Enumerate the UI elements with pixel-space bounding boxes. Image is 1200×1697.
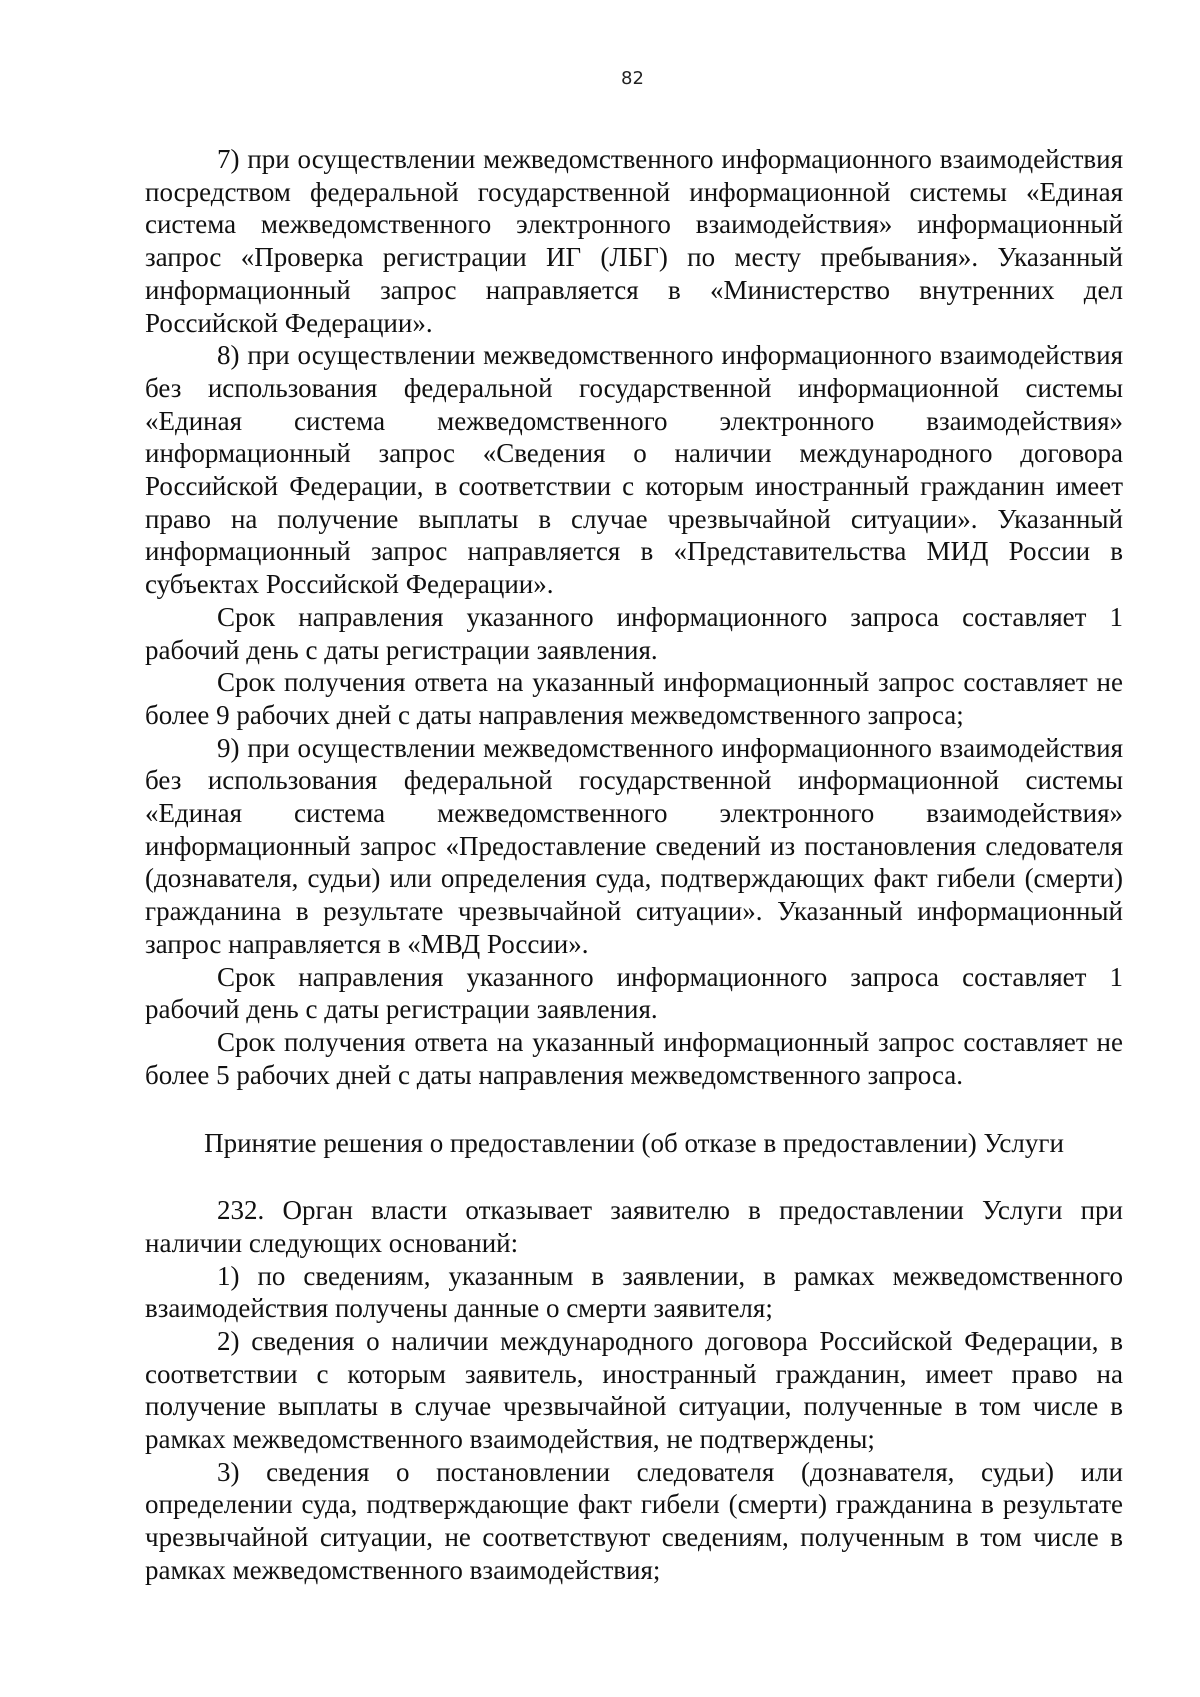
paragraph-ground-3: 3) сведения о постановлении следователя (дознавателя, судьи) или определении суда, подтверждающие факт гибели (смерти) гражданина в результате чрезвычайной ситуации, не соответствуют сведениям, полученным в том числе в рамках межведомственного взаимодействия; xyxy=(145,1456,1123,1585)
paragraph-deadline-response-5: Срок получения ответа на указанный информационный запрос составляет не более 5 рабочих дней с даты направления межведомственного запроса. xyxy=(145,1026,1123,1090)
paragraph-item-7: 7) при осуществлении межведомственного информационного взаимодействия посредством федеральной государственной информационной системы «Единая система межведомственного электронного взаимодействия» информационный запрос «Проверка регистрации ИГ (ЛБГ) по месту пребывания». Указанный информационный запрос направляется в «Министерство внутренних дел Российской Федерации». xyxy=(145,144,1123,338)
paragraph-item-9: 9) при осуществлении межведомственного информационного взаимодействия без использования федеральной государственной информационной системы «Единая система межведомственного электронного взаимодействия» информационный запрос «Предоставление сведений из постановления следователя (дознавателя, судьи) или определения суда, подтверждающих факт гибели (смерти) гражданина в результате чрезвычайной ситуации». Указанный информационный запрос направляется в «МВД России». xyxy=(145,732,1123,959)
document-body xyxy=(145,143,1123,1587)
paragraph-232: 232. Орган власти отказывает заявителю в предоставлении Услуги при наличии следующих оснований: xyxy=(145,1195,1123,1258)
paragraph-deadline-response-9: Срок получения ответа на указанный информационный запрос составляет не более 9 рабочих дней с даты направления межведомственного запроса; xyxy=(145,667,1123,730)
paragraph-ground-2: 2) сведения о наличии международного договора Российской Федерации, в соответствии с которым заявитель, иностранный гражданин, имеет право на получение выплаты в случае чрезвычайной ситуации, полученные в том числе в рамках межведомственного взаимодействия, не подтверждены; xyxy=(145,1325,1123,1455)
section-heading: Принятие решения о предоставлении (об отказе в предоставлении) Услуги xyxy=(204,1128,1064,1159)
page-number: 82 xyxy=(621,68,644,89)
paragraph-deadline-sending-1: Срок направления указанного информационного запроса составляет 1 рабочий день с даты регистрации заявления. xyxy=(145,601,1123,665)
paragraph-item-8: 8) при осуществлении межведомственного информационного взаимодействия без использования федеральной государственной информационной системы «Единая система межведомственного электронного взаимодействия» информационный запрос «Сведения о наличии международного договора Российской Федерации, в соответствии с которым иностранный гражданин имеет право на получение выплаты в случае чрезвычайной ситуации». Указанный информационный запрос направляется в «Представительства МИД России в субъектах Российской Федерации». xyxy=(145,340,1123,600)
paragraph-deadline-sending-2: Срок направления указанного информационного запроса составляет 1 рабочий день с даты регистрации заявления. xyxy=(145,961,1123,1025)
paragraph-ground-1: 1) по сведениям, указанным в заявлении, в рамках межведомственного взаимодействия получены данные о смерти заявителя; xyxy=(145,1260,1123,1324)
